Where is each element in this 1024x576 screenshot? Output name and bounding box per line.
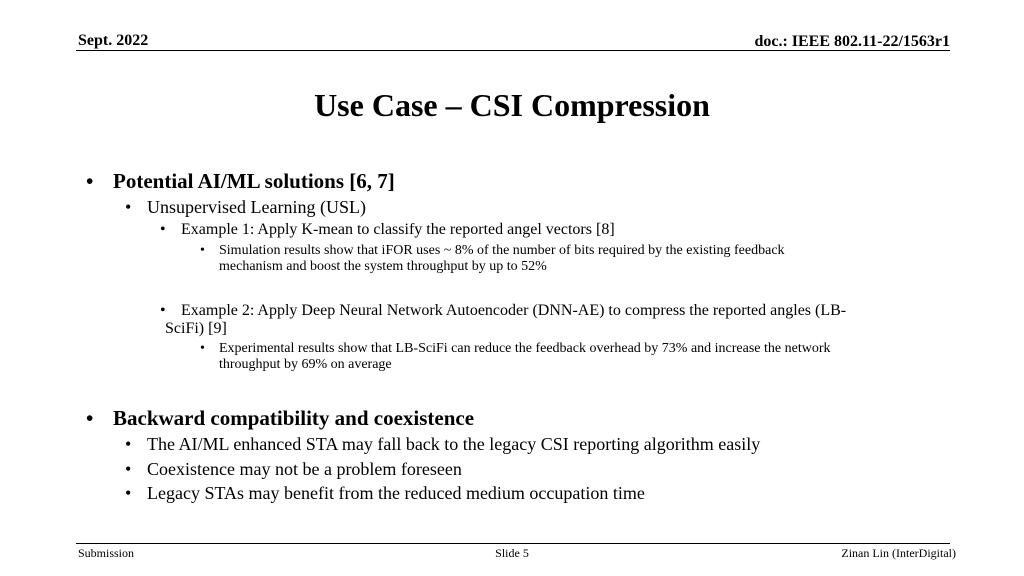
bullet-icon: •: [125, 197, 132, 217]
footer-submission: Submission: [78, 546, 135, 560]
slide-title: Use Case – CSI Compression: [314, 87, 710, 123]
header-date: Sept. 2022: [78, 32, 149, 49]
point-fallback: The AI/ML enhanced STA may fall back to the legacy CSI reporting algorithm easily: [147, 434, 761, 454]
header-divider: [76, 50, 950, 51]
bullet-icon: •: [125, 459, 132, 479]
section-heading-backward-compat: Backward compatibility and coexistence: [113, 406, 475, 430]
point-legacy-stas: Legacy STAs may benefit from the reduced medium occupation time: [147, 483, 645, 503]
example-2-detail-line-2: throughput by 69% on average: [219, 357, 392, 372]
example-2-text-line-2: SciFi) [9]: [165, 320, 227, 337]
subheading-usl: Unsupervised Learning (USL): [147, 197, 366, 217]
example-1-text: Example 1: Apply K-mean to classify the reported angel vectors [8]: [181, 221, 615, 238]
bullet-icon: •: [200, 243, 205, 258]
bullet-icon: •: [125, 434, 132, 454]
footer-author: Zinan Lin (InterDigital): [841, 546, 956, 560]
example-2-text-line-1: Example 2: Apply Deep Neural Network Autoencoder (DNN-AE) to compress the reported angles (LB-: [181, 302, 847, 319]
point-coexistence: Coexistence may not be a problem foreseen: [147, 459, 462, 479]
example-1-detail-line-1: Simulation results show that iFOR uses ~ 8% of the number of bits required by the existing feedback: [219, 243, 785, 258]
section-heading-ai-ml: Potential AI/ML solutions [6, 7]: [113, 169, 395, 193]
bullet-icon: •: [200, 341, 205, 356]
bullet-icon: •: [86, 406, 94, 430]
header-doc-id: doc.: IEEE 802.11-22/1563r1: [754, 33, 950, 50]
footer-slide-number: Slide 5: [495, 546, 529, 560]
bullet-icon: •: [86, 169, 94, 193]
example-2-detail-line-1: Experimental results show that LB-SciFi can reduce the feedback overhead by 73% and increase the network: [219, 341, 831, 356]
bullet-icon: •: [160, 302, 166, 319]
footer-divider: [76, 543, 950, 544]
bullet-icon: •: [160, 221, 166, 238]
bullet-icon: •: [125, 483, 132, 503]
example-1-detail-line-2: mechanism and boost the system throughput by up to 52%: [219, 259, 547, 274]
